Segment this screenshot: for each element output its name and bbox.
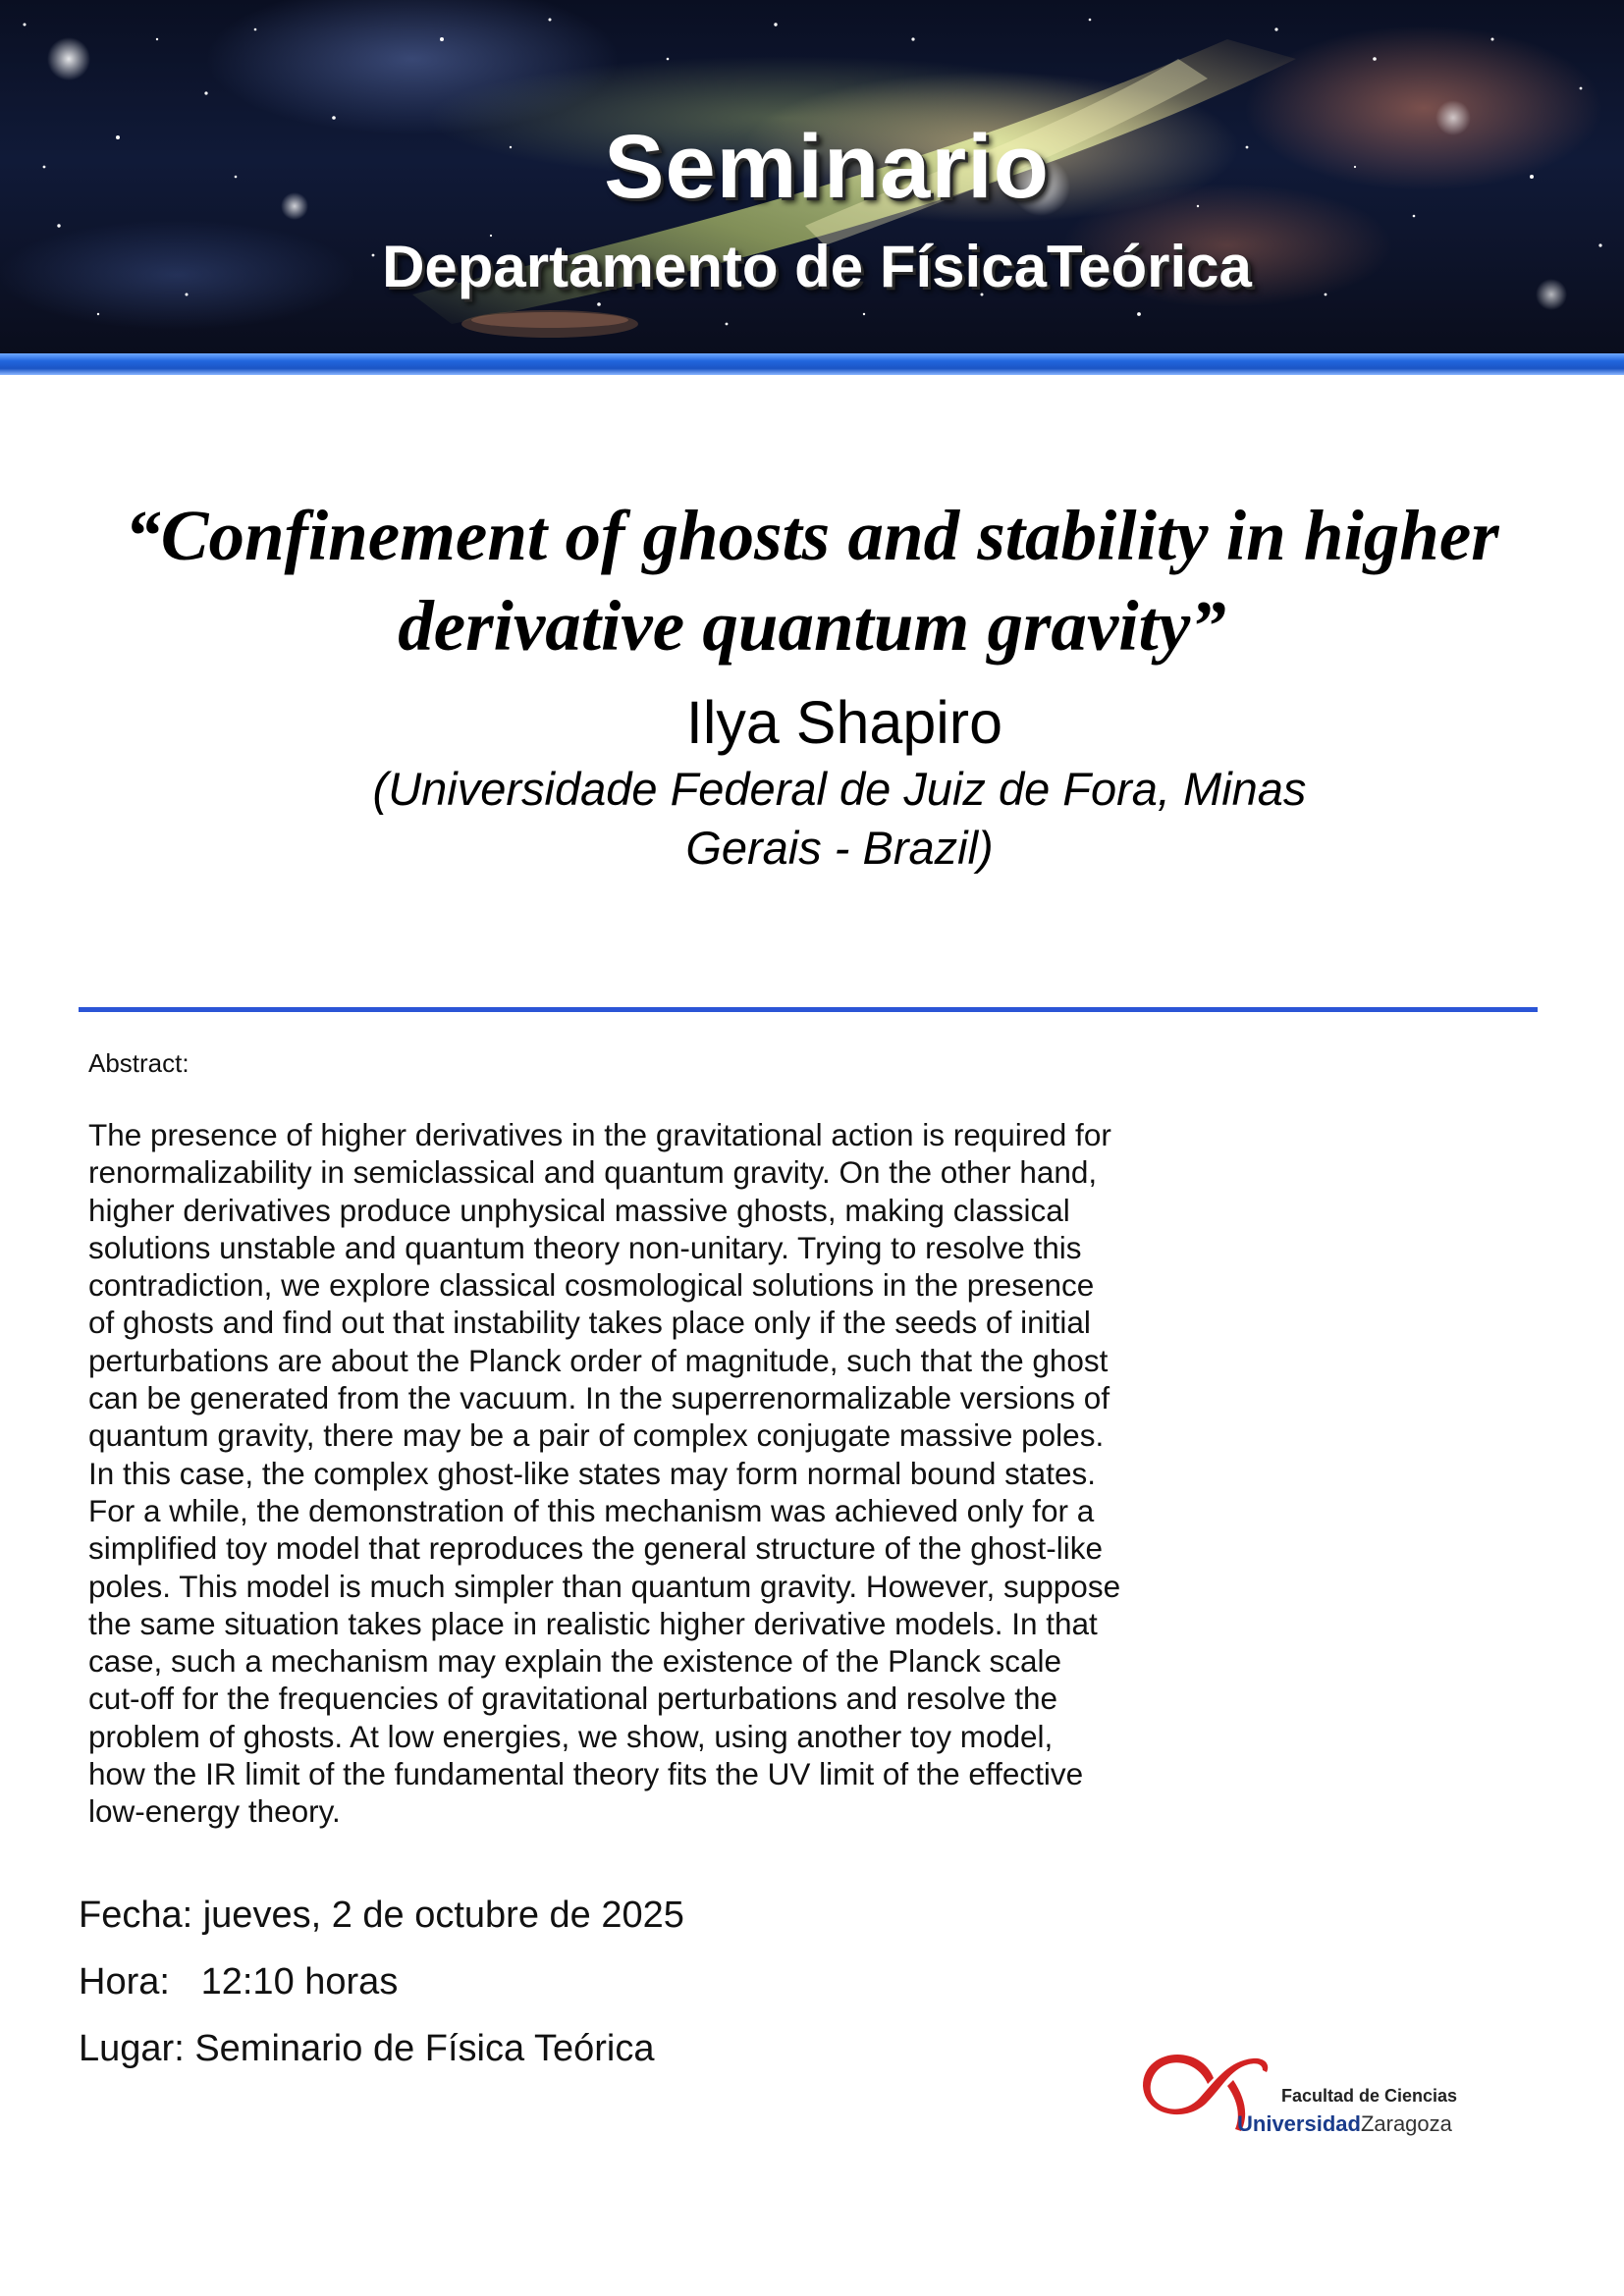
date-row (79, 1895, 684, 1961)
date-label: Fecha: (79, 1895, 203, 1936)
university-name (1237, 2111, 1452, 2137)
abstract-line: cut-off for the frequencies of gravitational perturbations and resolve the (88, 1681, 1058, 1717)
affiliation-line-1: (Universidade Federal de Juiz de Fora, Minas (372, 763, 1307, 815)
abstract-line: case, such a mechanism may explain the existence of the Planck scale (88, 1643, 1062, 1680)
speaker-name: Ilya Shapiro (685, 689, 1003, 756)
abstract-line: poles. This model is much simpler than quantum gravity. However, suppose (88, 1568, 1121, 1604)
abstract-line: renormalizability in semiclassical and quantum gravity. On the other hand, (88, 1154, 1098, 1191)
abstract-line: For a while, the demonstration of this mechanism was achieved only for a (88, 1492, 1095, 1528)
faculty-name: Facultad de Ciencias (1281, 2086, 1458, 2106)
banner-divider (0, 353, 1624, 375)
university-name-bold: Universidad (1237, 2111, 1361, 2136)
section-divider (79, 1007, 1538, 1012)
abstract-line: how the IR limit of the fundamental theory fits the UV limit of the effective (88, 1756, 1084, 1792)
place-row (79, 2028, 684, 2095)
event-details (79, 1895, 684, 2095)
abstract-line: simplified toy model that reproduces the general structure of the ghost-like (88, 1530, 1104, 1567)
header-banner (0, 0, 1624, 355)
abstract-label: Abstract: (88, 1048, 189, 1078)
abstract-line: can be generated from the vacuum. In the superrenormalizable versions of (88, 1380, 1110, 1416)
affiliation-line-2: Gerais - Brazil) (685, 822, 994, 874)
abstract-line: The presence of higher derivatives in the gravitational action is required for (88, 1117, 1111, 1152)
abstract-line: problem of ghosts. At low energies, we show, using another toy model, (88, 1718, 1054, 1754)
date-value: jueves, 2 de octubre de 2025 (202, 1895, 684, 1936)
place-value: Seminario de Física Teórica (194, 2028, 655, 2069)
abstract-line: contradiction, we explore classical cosmological solutions in the presence (88, 1267, 1095, 1304)
speaker-affiliation (324, 760, 1355, 878)
abstract-line: solutions unstable and quantum theory non-unitary. Trying to resolve this (88, 1229, 1082, 1265)
time-value: 12:10 horas (200, 1961, 399, 2002)
seminar-title: Seminario (604, 117, 1050, 217)
abstract-line: low-energy theory. (88, 1793, 341, 1830)
talk-title-line-2: derivative quantum gravity” (398, 586, 1226, 666)
university-name-city: Zaragoza (1360, 2111, 1452, 2136)
faculty-logo (1139, 2037, 1463, 2145)
talk-title (39, 491, 1585, 671)
abstract-line: the same situation takes place in realistic higher derivative models. In that (88, 1605, 1098, 1641)
department-name: Departamento de FísicaTeórica (382, 234, 1252, 299)
talk-title-line-1: “Confinement of ghosts and stability in higher (125, 496, 1499, 575)
time-row (79, 1961, 684, 2028)
abstract-line: perturbations are about the Planck order of magnitude, such that the ghost (88, 1342, 1109, 1378)
place-label: Lugar: (79, 2028, 195, 2069)
abstract-line: quantum gravity, there may be a pair of complex conjugate massive poles. (88, 1417, 1105, 1454)
abstract-line: higher derivatives produce unphysical massive ghosts, making classical (88, 1192, 1070, 1228)
abstract-line: In this case, the complex ghost-like states may form normal bound states. (88, 1455, 1096, 1491)
time-label: Hora: (79, 1961, 201, 2002)
abstract-text (88, 1116, 1203, 1831)
abstract-line: of ghosts and find out that instability takes place only if the seeds of initial (88, 1305, 1091, 1341)
